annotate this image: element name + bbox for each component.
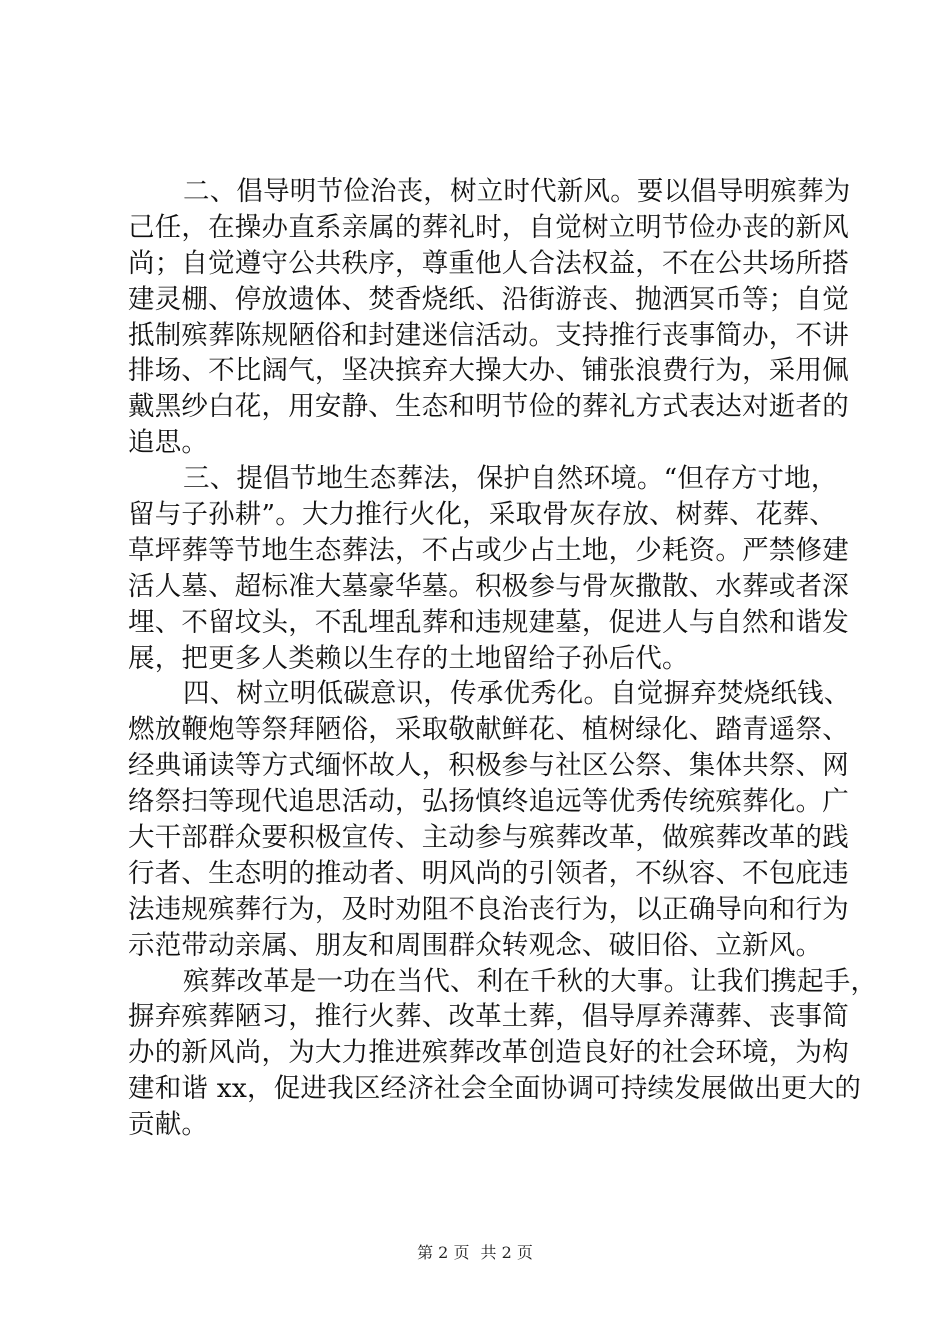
text-line: 抵制殡葬陈规陋俗和封建迷信活动。支持推行丧事简办，不讲 [128,319,849,351]
text-line: 办的新风尚，为大力推进殡葬改革创造良好的社会环境，为构 [128,1037,849,1069]
text-line: 活人墓、超标准大墓豪华墓。积极参与骨灰撒散、水葬或者深 [128,570,849,602]
text-line: 摒弃殡葬陋习，推行火葬、改革土葬，倡导厚养薄葬、丧事简 [128,1001,849,1033]
text-line: 络祭扫等现代追思活动，弘扬慎终追远等优秀传统殡葬化。广 [128,786,849,818]
document-body [128,174,878,1143]
text-line: 己任，在操办直系亲属的葬礼时，自觉树立明节俭办丧的新风 [128,211,849,243]
text-line: 排场、不比阔气，坚决摈弃大操大办、铺张浪费行为，采用佩 [128,355,849,387]
text-line: 埋、不留坟头，不乱埋乱葬和违规建墓，促进人与自然和谐发 [128,606,849,638]
text-line: 燃放鞭炮等祭拜陋俗，采取敬献鲜花、植树绿化、踏青遥祭、 [128,714,849,746]
page-total: 共 2 页 [480,1243,533,1262]
text-line: 展，把更多人类赖以生存的土地留给子孙后代。 [128,642,689,674]
paragraph-first-line: 殡葬改革是一功在当代、利在千秋的大事。让我们携起手， [183,965,878,997]
text-line: 贡献。 [128,1109,209,1141]
text-line: 示范带动亲属、朋友和周围群众转观念、破旧俗、立新风。 [128,929,823,961]
paragraph-first-line: 二、倡导明节俭治丧，树立时代新风。要以倡导明殡葬为 [183,176,851,207]
text-line: 追思。 [128,427,209,459]
page-footer [0,1243,950,1263]
text-line: 留与子孙耕”。大力推行火化，采取骨灰存放、树葬、花葬、 [128,499,836,531]
paragraph-first-line: 四、树立明低碳意识，传承优秀化。自觉摒弃焚烧纸钱、 [183,678,851,710]
text-line: 建和谐 xx，促进我区经济社会全面协调可持续发展做出更大的 [128,1073,862,1105]
page-number: 第 2 页 [417,1243,470,1262]
text-line: 法违规殡葬行为，及时劝阻不良治丧行为，以正确导向和行为 [128,893,849,925]
text-line: 草坪葬等节地生态葬法，不占或少占土地，少耗资。严禁修建 [128,534,849,566]
text-line: 大干部群众要积极宣传、主动参与殡葬改革，做殡葬改革的践 [128,822,849,854]
text-line: 戴黑纱白花，用安静、生态和明节俭的葬礼方式表达对逝者的 [128,391,849,423]
text-line: 建灵棚、停放遗体、焚香烧纸、沿街游丧、抛洒冥币等；自觉 [128,283,849,315]
text-line: 尚；自觉遵守公共秩序，尊重他人合法权益，不在公共场所搭 [128,247,849,279]
paragraph-first-line: 三、提倡节地生态葬法，保护自然环境。“但存方寸地， [183,463,838,495]
text-line: 行者、生态明的推动者、明风尚的引领者，不纵容、不包庇违 [128,857,849,889]
text-line: 经典诵读等方式缅怀故人，积极参与社区公祭、集体共祭、网 [128,750,849,782]
